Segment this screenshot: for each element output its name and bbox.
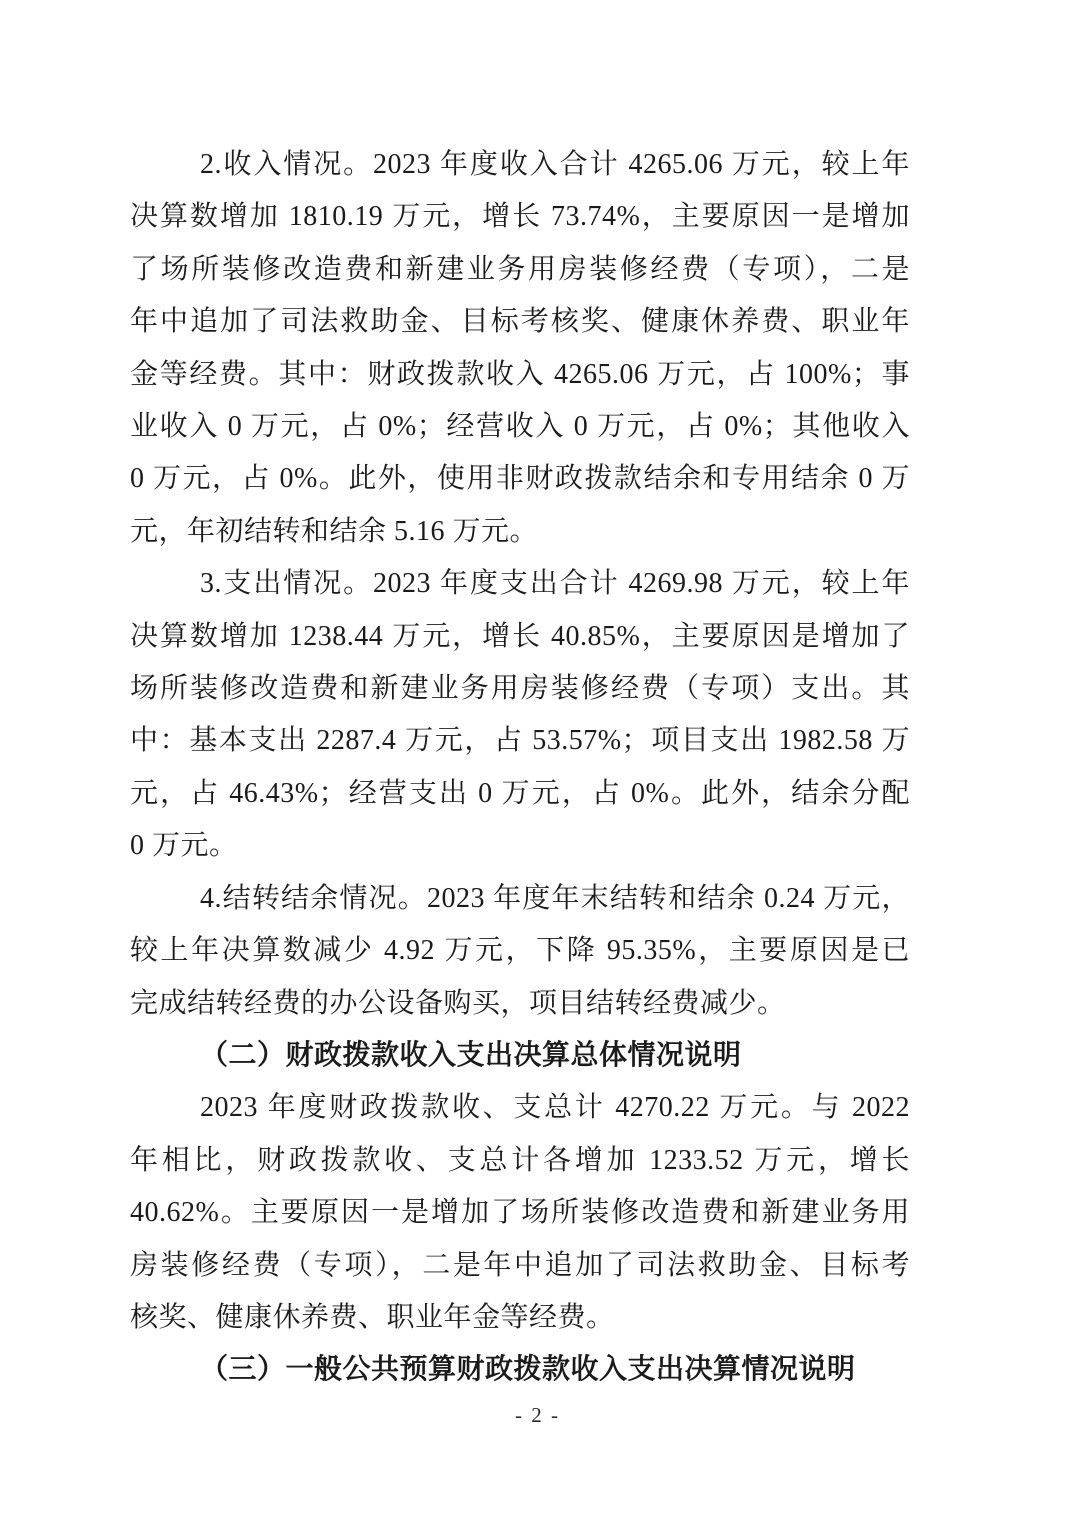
section-heading-3: （三）一般公共预算财政拨款收入支出决算情况说明: [200, 1354, 856, 1386]
doc-line: 元，占 46.43%；经营支出 0 万元，占 0%。此外，结余分配: [130, 777, 910, 809]
section-fiscal-appropriation: [130, 1030, 910, 1344]
section-carryover-balance: [130, 873, 910, 1030]
section-heading-2: （二）财政拨款收入支出决算总体情况说明: [200, 1039, 742, 1071]
doc-line: 元，年初结转和结余 5.16 万元。: [130, 515, 539, 547]
doc-line: 中：基本支出 2287.4 万元，占 53.57%；项目支出 1982.58 万: [130, 725, 910, 757]
doc-line: 场所装修改造费和新建业务用房装修经费（专项）支出。其: [130, 673, 910, 705]
page-number: - 2 -: [515, 1403, 560, 1427]
doc-line: 0 万元，占 0%。此外，使用非财政拨款结余和专用结余 0 万: [130, 463, 910, 495]
doc-line: 年中追加了司法救助金、目标考核奖、健康休养费、职业年: [130, 306, 910, 338]
section-income-overview: [130, 139, 910, 558]
doc-line: 3.支出情况。2023 年度支出合计 4269.98 万元，较上年: [200, 568, 910, 600]
document-body: [130, 139, 910, 1397]
doc-line: 了场所装修改造费和新建业务用房装修经费（专项），二是: [130, 253, 910, 285]
doc-line: 完成结转经费的办公设备购买，项目结转经费减少。: [130, 987, 786, 1019]
doc-line: 决算数增加 1810.19 万元，增长 73.74%，主要原因一是增加: [130, 201, 910, 233]
section-expenditure-overview: [130, 558, 910, 872]
doc-line: 较上年决算数减少 4.92 万元，下降 95.35%，主要原因是已: [130, 935, 910, 967]
page-footer: [0, 1398, 1075, 1432]
doc-line: 2023 年度财政拨款收、支总计 4270.22 万元。与 2022: [200, 1092, 910, 1124]
doc-line: 核奖、健康休养费、职业年金等经费。: [130, 1301, 615, 1333]
doc-line: 2.收入情况。2023 年度收入合计 4265.06 万元，较上年: [200, 149, 910, 180]
doc-line: 年相比，财政拨款收、支总计各增加 1233.52 万元，增长: [130, 1144, 910, 1176]
doc-line: 金等经费。其中：财政拨款收入 4265.06 万元，占 100%；事: [130, 358, 910, 390]
doc-line: 决算数增加 1238.44 万元，增长 40.85%，主要原因是增加了: [130, 620, 910, 652]
section-general-public-budget: [130, 1344, 910, 1396]
doc-line: 房装修经费（专项），二是年中追加了司法救助金、目标考: [130, 1249, 910, 1281]
doc-line: 4.结转结余情况。2023 年度年末结转和结余 0.24 万元，: [200, 882, 910, 914]
doc-line: 业收入 0 万元，占 0%；经营收入 0 万元，占 0%；其他收入: [130, 411, 910, 443]
doc-line: 0 万元。: [130, 830, 238, 862]
doc-line: 40.62%。主要原因一是增加了场所装修改造费和新建业务用: [130, 1197, 910, 1229]
